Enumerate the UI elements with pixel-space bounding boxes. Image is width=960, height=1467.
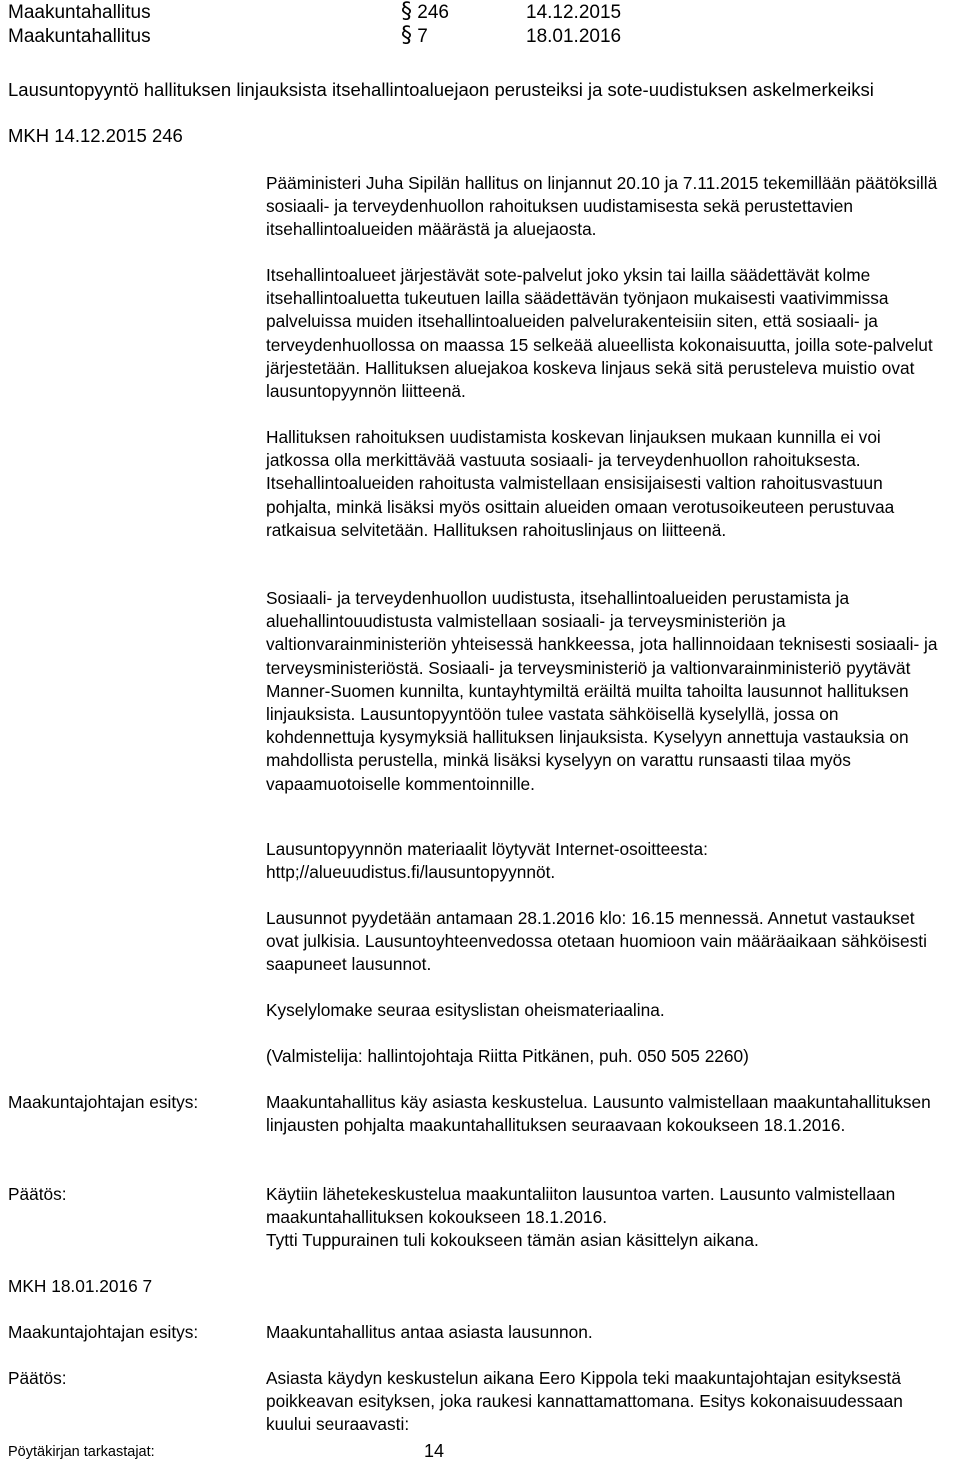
page-number: 14 bbox=[424, 1441, 445, 1461]
meeting-date: 18.01.2016 bbox=[526, 26, 622, 47]
meeting-reference-2: MKH 18.01.2016 7 bbox=[8, 1276, 153, 1296]
paragraph-3: Hallituksen rahoituksen uudistamista koskevan linjauksen mukaan kunnilla ei voi jatkossa olla merkittävää vastuuta sosiaali- ja terveydenhuollon rahoituksesta. Itsehallintoalueiden rahoitusta valmistellaan ensisijaisesti valtion rahoitusvastuun pohjalta, minkä lisäksi myös osittain alueiden omaan verotusoikeuteen perustuvaa ratkaisua selvitetään. Hallituksen rahoituslinjaus on liitteenä. bbox=[266, 427, 895, 540]
decision-label: Päätös: bbox=[8, 1184, 67, 1204]
section-sign-icon: § bbox=[401, 0, 412, 24]
header-row-2 bbox=[8, 24, 621, 49]
paragraph-6: Lausunnot pyydetään antamaan 28.1.2016 klo: 16.15 mennessä. Annetut vastaukset ovat julkisia. Lausuntoyhteenvedossa otetaan huomioon vain määräaikaan sähköisesti saapuneet lausunnot. bbox=[266, 908, 927, 975]
paragraph-2: Itsehallintoalueet järjestävät sote-palvelut joko yksin tai lailla säädettävät kolme itsehallintoaluetta tukeutuen lailla säädettävän työnjaon mukaisesti vaativimmissa palveluissa muiden itsehallintoalueiden palvelurakenteisiin siten, että sosiaali- ja terveydenhuollossa on maassa 15 selkeää alueellista kokonaisuutta, joilla sote-palvelut järjestetään. Hallituksen aluejakoa koskeva linjaus sekä sitä perusteleva muistio ovat lausuntopyynnön liitteenä. bbox=[266, 265, 933, 402]
paragraph-7: Kyselylomake seuraa esityslistan oheismateriaalina. bbox=[266, 1000, 665, 1020]
proposal-label: Maakuntajohtajan esitys: bbox=[8, 1322, 199, 1342]
decision-text: Asiasta käydyn keskustelun aikana Eero Kippola teki maakuntajohtajan esityksestä poikkeavan esityksen, joka raukesi kannattamattomana. Esitys kokonaisuudessaan kuului seuraavasti: bbox=[266, 1368, 903, 1435]
paragraph-1: Pääministeri Juha Sipilän hallitus on linjannut 20.10 ja 7.11.2015 tekemillään päätöksillä sosiaali- ja terveydenhuollon rahoituksen uudistamisesta sekä perustettavien itsehallintoalueiden määrästä ja aluejaosta. bbox=[266, 173, 938, 240]
section-sign-icon: § bbox=[401, 23, 412, 48]
proposal-text: Maakuntahallitus käy asiasta keskustelua. Lausunto valmistellaan maakuntahallituksen linjausten pohjalta maakuntahallituksen seuraavaan kokoukseen 18.1.2016. bbox=[266, 1092, 931, 1136]
paragraph-5: Lausuntopyynnön materiaalit löytyvät Internet-osoitteesta: http;//alueuudistus.fi/lausuntopyynnöt. bbox=[266, 839, 708, 883]
body-name: Maakuntahallitus bbox=[8, 26, 151, 47]
proposal-text: Maakuntahallitus antaa asiasta lausunnon. bbox=[266, 1322, 593, 1342]
paragraph-4: Sosiaali- ja terveydenhuollon uudistusta, itsehallintoalueiden perustamista ja aluehallintouudistusta valmistellaan sosiaali- ja terveysministeriön ja valtionvarainministeriön yhteisessä hankkeessa, jota hallinnoidaan teknisesti sosiaali- ja terveysministeriöstä. Sosiaali- ja terveysministeriö ja valtionvarainministeriö pyytävät Manner-Suomen kunnilta, kuntayhtymiltä eräiltä muilta tahoilta lausunnot hallituksen linjauksista. Lausuntopyyntöön tulee vastata sähköisellä kyselyllä, jossa on kohdennettuja kysymyksiä hallituksen linjauksista. Kyselyyn annettuja vastauksia on mahdollista perustella, minkä lisäksi kyselyyn on varattu runsaasti tilaa myös vapaamuotoiselle kommentoinnille. bbox=[266, 588, 938, 794]
footer-reviewers-label: Pöytäkirjan tarkastajat: bbox=[8, 1444, 155, 1460]
document-title: Lausuntopyyntö hallituksen linjauksista itsehallintoaluejaon perusteiksi ja sote-uudistuksen askelmerkeiksi bbox=[8, 79, 874, 100]
body-name: Maakuntahallitus bbox=[8, 2, 151, 23]
section-number: 7 bbox=[417, 26, 428, 47]
section-number: 246 bbox=[417, 2, 449, 23]
preparer-note: (Valmistelija: hallintojohtaja Riitta Pitkänen, puh. 050 505 2260) bbox=[266, 1046, 749, 1066]
decision-text: Käytiin lähetekeskustelua maakuntaliiton lausuntoa varten. Lausunto valmistellaan maakuntahallituksen kokoukseen 18.1.2016. Tytti Tuppurainen tuli kokoukseen tämän asian käsittelyn aikana. bbox=[266, 1184, 896, 1251]
meeting-date: 14.12.2015 bbox=[526, 2, 622, 23]
decision-label: Päätös: bbox=[8, 1368, 67, 1388]
header-row-1 bbox=[8, 0, 621, 25]
meeting-reference-1: MKH 14.12.2015 246 bbox=[8, 125, 183, 146]
proposal-label: Maakuntajohtajan esitys: bbox=[8, 1092, 199, 1112]
